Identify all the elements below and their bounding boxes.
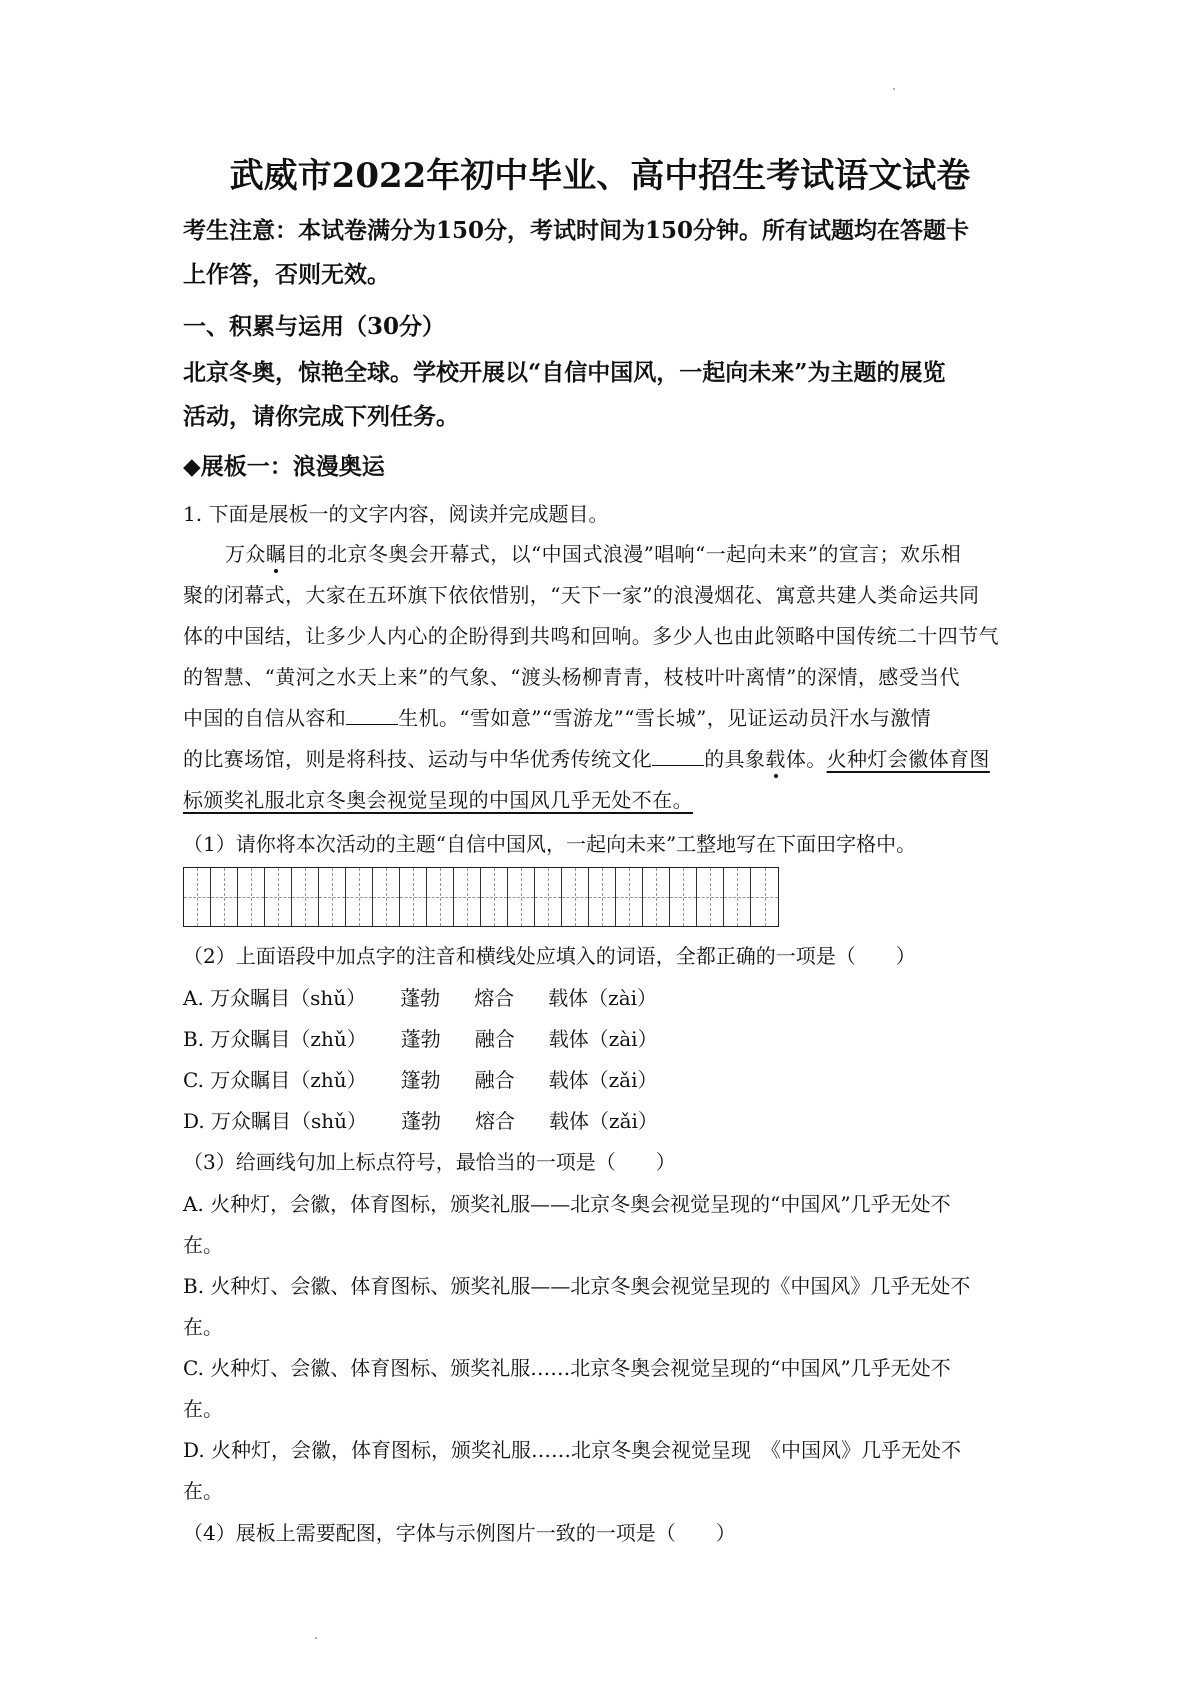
intro-line-1: 北京冬奥，惊艳全球。学校开展以“自信中国风，一起向未来”为主题的展览 xyxy=(183,359,946,386)
grid-cell xyxy=(643,868,670,926)
grid-cell xyxy=(346,868,373,926)
grid-cell xyxy=(670,868,697,926)
grid-cell xyxy=(265,868,292,926)
scan-speck xyxy=(893,88,895,90)
option-a-line-1[interactable]: A. 火种灯，会徽，体育图标，颁奖礼服——北京冬奥会视觉呈现的“中国风”几乎无处不 xyxy=(183,1192,951,1216)
grid-cell xyxy=(616,868,643,926)
grid-cell xyxy=(238,868,265,926)
grid-cell xyxy=(535,868,562,926)
option-text: 载体（zài） xyxy=(548,986,658,1010)
fill-blank xyxy=(346,723,398,725)
option-b-line-1[interactable]: B. 火种灯、会徽、体育图标、颁奖礼服——北京冬奥会视觉呈现的《中国风》几乎无处不 xyxy=(183,1274,971,1298)
grid-cell xyxy=(211,868,238,926)
passage-text: 中国的自信从容和 xyxy=(183,706,347,730)
option-text: A. 万众瞩目（shǔ） xyxy=(183,986,367,1010)
grid-cell xyxy=(697,868,724,926)
tianzige-grid[interactable] xyxy=(183,867,779,927)
option-text: 熔合 xyxy=(475,1109,516,1133)
option-a-line-2: 在。 xyxy=(183,1233,223,1257)
grid-cell xyxy=(292,868,319,926)
option-d-line-1[interactable]: D. 火种灯，会徽，体育图标，颁奖礼服……北京冬奥会视觉呈现 《中国风》几乎无处不 xyxy=(183,1438,962,1462)
passage-text: 生机。“雪如意”“雪游龙”“雪长城”，见证运动员汗水与激情 xyxy=(398,706,932,730)
passage-text: 的比赛场馆，则是将科技、运动与中华优秀传统文化 xyxy=(183,747,653,771)
question-1: 1. 下面是展板一的文字内容，阅读并完成题目。 xyxy=(183,502,609,526)
option-c-line-1[interactable]: C. 火种灯、会徽、体育图标、颁奖礼服……北京冬奥会视觉呈现的“中国风”几乎无处不 xyxy=(183,1356,951,1380)
passage-line-2: 聚的闭幕式，大家在五环旗下依依惜别，“天下一家”的浪漫烟花、寓意共建人类命运共同 xyxy=(183,583,980,607)
grid-cell xyxy=(724,868,751,926)
sub-question-4: （4）展板上需要配图，字体与示例图片一致的一项是（ ） xyxy=(183,1521,736,1545)
option-text: 蓬勃 xyxy=(401,1109,442,1133)
grid-cell xyxy=(508,868,535,926)
option-text: 载体（zǎi） xyxy=(549,1109,658,1133)
grid-cell xyxy=(562,868,589,926)
passage-text: 万众 xyxy=(225,542,266,566)
option-text: C. 万众瞩目（zhǔ） xyxy=(183,1068,367,1092)
passage-line-3: 体的中国结，让多少人内心的企盼得到共鸣和回响。多少人也由此领略中国传统二十四节气 xyxy=(183,624,999,648)
sub-question-2: （2）上面语段中加点字的注音和横线处应填入的词语，全都正确的一项是（ ） xyxy=(183,944,916,968)
option-text: 载体（zǎi） xyxy=(548,1068,658,1092)
passage-line-6 xyxy=(183,743,1033,772)
option-text: B. 万众瞩目（zhǔ） xyxy=(183,1027,367,1051)
option-text: 蓬勃 xyxy=(400,1027,441,1051)
passage-line-7 xyxy=(183,784,1033,813)
grid-cell xyxy=(373,868,400,926)
passage-text: 目的北京冬奥会开幕式，以“中国式浪漫”唱响“一起向未来”的宣言；欢乐相 xyxy=(286,542,962,566)
notice-line-2: 上作答，否则无效。 xyxy=(183,261,390,288)
option-a[interactable] xyxy=(183,982,1033,1011)
option-c-line-2: 在。 xyxy=(183,1397,223,1421)
passage-line-1 xyxy=(225,538,1033,567)
passage-line-4: 的智慧、“黄河之水天上来”的气象、“渡头杨柳青青，枝枝叶叶离情”的深情，感受当代 xyxy=(183,665,960,689)
notice-line-1: 考生注意：本试卷满分为150分，考试时间为150分钟。所有试题均在答题卡 xyxy=(183,217,970,244)
grid-cell xyxy=(184,868,211,926)
sub-question-1: （1）请你将本次活动的主题“自信中国风，一起向未来”工整地写在下面田字格中。 xyxy=(183,832,917,856)
exam-title: 武威市2022年初中毕业、高中招生考试语文试卷 xyxy=(229,156,971,196)
option-text: 融合 xyxy=(474,1068,515,1092)
grid-cell xyxy=(589,868,616,926)
grid-cell xyxy=(400,868,427,926)
option-text: 载体（zài） xyxy=(548,1027,658,1051)
grid-cell xyxy=(751,868,778,926)
sub-question-3: （3）给画线句加上标点符号，最恰当的一项是（ ） xyxy=(183,1150,676,1174)
grid-cell xyxy=(319,868,346,926)
option-b[interactable] xyxy=(183,1023,1033,1052)
grid-cell xyxy=(481,868,508,926)
option-text: D. 万众瞩目（shǔ） xyxy=(183,1109,368,1133)
option-text: 蓬勃 xyxy=(400,986,441,1010)
underlined-sentence: 火种灯会徽体育图 xyxy=(826,747,990,771)
passage-text: 的具象 xyxy=(704,747,766,771)
section-heading: 一、积累与运用（30分） xyxy=(183,313,446,340)
dotted-char: 载 xyxy=(765,747,786,771)
grid-cell xyxy=(454,868,481,926)
underlined-sentence: 标颁奖礼服北京冬奥会视觉呈现的中国风几乎无处不在。 xyxy=(183,788,693,812)
option-d-line-2: 在。 xyxy=(183,1479,223,1503)
option-text: 融合 xyxy=(474,1027,515,1051)
intro-line-2: 活动，请你完成下列任务。 xyxy=(183,403,459,430)
passage-text: 体。 xyxy=(785,747,827,771)
option-d[interactable] xyxy=(183,1105,1033,1134)
option-text: 熔合 xyxy=(474,986,515,1010)
dotted-char: 瞩 xyxy=(265,542,287,566)
grid-cell xyxy=(427,868,454,926)
board-heading: ◆展板一：浪漫奥运 xyxy=(183,453,385,480)
fill-blank xyxy=(652,764,704,766)
option-text: 篷勃 xyxy=(400,1068,441,1092)
option-b-line-2: 在。 xyxy=(183,1315,223,1339)
scan-speck xyxy=(315,1637,317,1639)
passage-line-5 xyxy=(183,702,1033,731)
option-c[interactable] xyxy=(183,1064,1033,1093)
